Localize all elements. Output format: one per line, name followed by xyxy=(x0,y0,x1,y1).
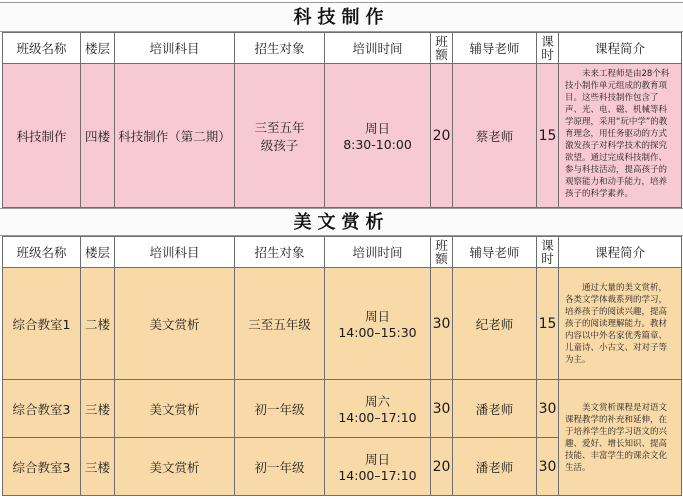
cell-floor: 三楼 xyxy=(81,438,115,496)
time-day: 周日 xyxy=(364,452,390,467)
cell-intro: 通过大量的美文赏析，各类文学体裁系列的学习，培养孩子的阅读兴趣，提高孩子的阅读理解能力。教材内容以中外名家优秀篇章、儿童诗、小古文、对对子等为主。 xyxy=(559,268,682,380)
time-hours: 14:00–17:10 xyxy=(338,468,417,483)
header-floor: 楼层 xyxy=(81,237,115,268)
header-subject: 培训科目 xyxy=(115,237,235,268)
cell-target xyxy=(235,64,325,208)
cell-hours: 15 xyxy=(537,268,559,380)
time-hours: 8:30-10:00 xyxy=(343,137,412,152)
header-target: 招生对象 xyxy=(235,33,325,64)
table-row xyxy=(3,268,682,380)
table-header-row xyxy=(3,237,682,268)
science-course-table xyxy=(2,32,682,208)
cell-target: 初一年级 xyxy=(235,438,325,496)
header-intro: 课程简介 xyxy=(559,237,682,268)
header-time: 培训时间 xyxy=(325,237,431,268)
cell-teacher: 潘老师 xyxy=(453,380,537,438)
time-day: 周日 xyxy=(364,309,390,324)
time-day: 周日 xyxy=(364,121,390,136)
header-teacher: 辅导老师 xyxy=(453,33,537,64)
header-class-name: 班级名称 xyxy=(3,237,81,268)
header-class-name: 班级名称 xyxy=(3,33,81,64)
cell-intro: 未来工程师是由28个科技小制作单元组成的教育项目。这些科技制作包含了声、光、电、磁、机械等科学原理，采用“玩中学”的教育理念，用任务驱动的方式激发孩子对科学技术的探究欲望。通过完成科技制作、参与科技活动，提高孩子的观察能力和动手能力，培养孩子的科学素养。 xyxy=(559,64,682,208)
cell-class-name: 综合教室3 xyxy=(3,438,81,496)
cell-hours: 30 xyxy=(537,380,559,438)
header-teacher: 辅导老师 xyxy=(453,237,537,268)
cell-class-name: 综合教室1 xyxy=(3,268,81,380)
cell-floor: 三楼 xyxy=(81,380,115,438)
time-hours: 14:00–17:10 xyxy=(338,410,417,425)
cell-time xyxy=(325,380,431,438)
cell-class-name: 综合教室3 xyxy=(3,380,81,438)
header-hours: 课时 xyxy=(537,237,559,268)
cell-teacher: 潘老师 xyxy=(453,438,537,496)
literature-course-table xyxy=(2,236,682,496)
cell-subject: 美文赏析 xyxy=(115,380,235,438)
section-title-literature: 美文赏析 xyxy=(0,208,683,236)
cell-floor: 四楼 xyxy=(81,64,115,208)
cell-hours: 30 xyxy=(537,438,559,496)
cell-hours: 15 xyxy=(537,64,559,208)
cell-teacher: 纪老师 xyxy=(453,268,537,380)
header-target: 招生对象 xyxy=(235,237,325,268)
cell-time xyxy=(325,64,431,208)
time-day: 周六 xyxy=(364,394,390,409)
cell-teacher: 蔡老师 xyxy=(453,64,537,208)
cell-class-size: 30 xyxy=(431,380,453,438)
table-row xyxy=(3,380,682,438)
header-floor: 楼层 xyxy=(81,33,115,64)
header-class-size: 班额 xyxy=(431,237,453,268)
cell-floor: 二楼 xyxy=(81,268,115,380)
cell-class-size: 20 xyxy=(431,64,453,208)
cell-time xyxy=(325,438,431,496)
cell-class-name: 科技制作 xyxy=(3,64,81,208)
cell-target: 三至五年级 xyxy=(235,268,325,380)
cell-time xyxy=(325,268,431,380)
cell-subject: 科技制作（第二期） xyxy=(115,64,235,208)
header-hours: 课时 xyxy=(537,33,559,64)
table-row xyxy=(3,64,682,208)
target-text: 三至五年级孩子 xyxy=(254,119,305,153)
header-class-size: 班额 xyxy=(431,33,453,64)
section-title-science: 科技制作 xyxy=(0,2,683,32)
cell-class-size: 30 xyxy=(431,268,453,380)
cell-target: 初一年级 xyxy=(235,380,325,438)
header-subject: 培训科目 xyxy=(115,33,235,64)
cell-subject: 美文赏析 xyxy=(115,438,235,496)
header-time: 培训时间 xyxy=(325,33,431,64)
time-hours: 14:00–15:30 xyxy=(338,325,417,340)
cell-subject: 美文赏析 xyxy=(115,268,235,380)
header-intro: 课程简介 xyxy=(559,33,682,64)
table-header-row xyxy=(3,33,682,64)
cell-class-size: 20 xyxy=(431,438,453,496)
cell-intro: 美文赏析课程是对语文课程教学的补充和延伸，在于培养学生的学习语文的兴趣、爱好、增长知识、提高技能、丰富学生的课余文化生活。 xyxy=(559,380,682,496)
